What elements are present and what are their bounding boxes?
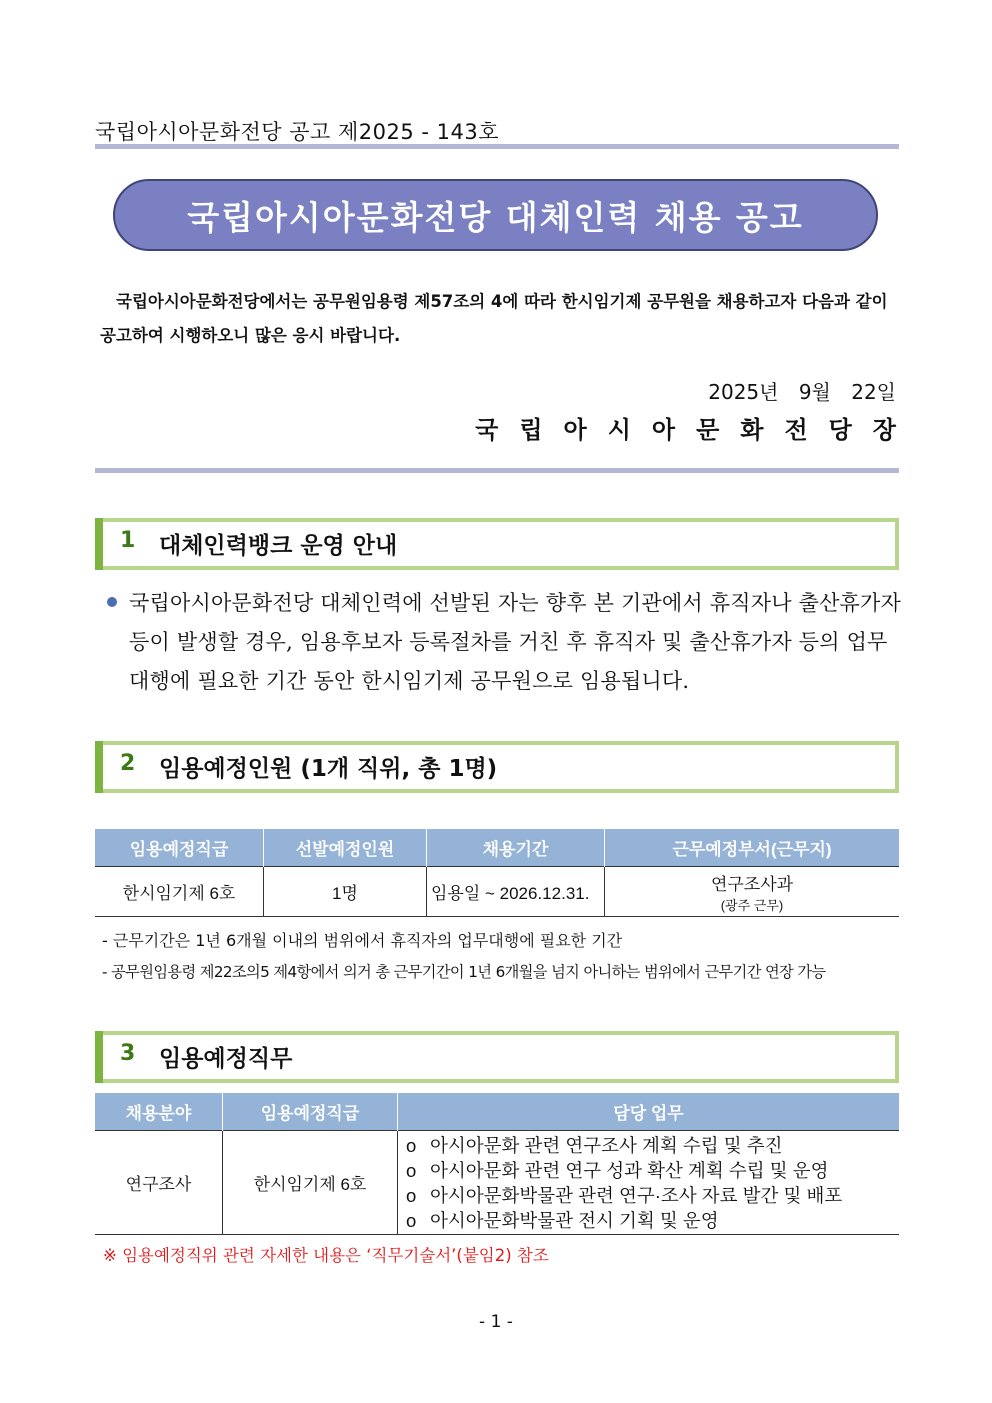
grade-cell: 한시임기제 6호 xyxy=(95,867,264,917)
duties-cell xyxy=(398,1131,900,1235)
section-number: 1 xyxy=(120,528,136,553)
table-header-row xyxy=(95,1093,899,1131)
section-1-bullet xyxy=(107,584,902,701)
dept-name: 연구조사과 xyxy=(710,874,794,894)
duty-item: o 아시아문화박물관 관련 연구·조사 자료 발간 및 배포 xyxy=(406,1184,843,1206)
section-title: 임용예정직무 xyxy=(159,1046,293,1072)
grade-cell: 한시임기제 6호 xyxy=(223,1131,398,1235)
table-row xyxy=(95,1131,899,1235)
dept-cell xyxy=(605,867,900,917)
circle-bullet-icon: o xyxy=(406,1159,417,1181)
period-cell: 임용일 ~ 2026.12.31. xyxy=(427,867,605,917)
field-cell: 연구조사 xyxy=(95,1131,223,1235)
duty-item: o 아시아문화 관련 연구조사 계획 수립 및 추진 xyxy=(406,1134,783,1156)
page-number: - 1 - xyxy=(479,1312,513,1332)
recruit-table xyxy=(95,829,899,917)
notice-number: 국립아시아문화전당 공고 제2025 - 143호 xyxy=(95,120,500,144)
duty-item: o 아시아문화 관련 연구 성과 확산 계획 수립 및 운영 xyxy=(406,1159,829,1181)
top-divider xyxy=(95,144,899,149)
section-3-header xyxy=(95,1031,899,1083)
section-2-header xyxy=(95,741,899,793)
section-1-header xyxy=(95,518,899,570)
dept-location: (광주 근무) xyxy=(720,897,784,913)
bullet-text: 국립아시아문화전당 대체인력에 선발된 자는 향후 본 기관에서 휴직자나 출산휴가자 등이 발생할 경우, 임용후보자 등록절차를 거친 후 휴직자 및 출산휴가자 등의 업무대행에 필요한 기간 동안 한시임기제 공무원으로 임용됩니다. xyxy=(129,591,902,693)
table-row xyxy=(95,867,899,917)
circle-bullet-icon: o xyxy=(406,1134,417,1156)
table-header: 근무예정부서(근무지) xyxy=(605,829,900,867)
table-header: 선발예정인원 xyxy=(264,829,427,867)
header-divider xyxy=(95,468,899,473)
duty-item: o 아시아문화박물관 전시 기획 및 운영 xyxy=(406,1209,719,1231)
section-title: 대체인력뱅크 운영 안내 xyxy=(159,533,398,559)
bullet-dot-icon xyxy=(107,597,117,607)
intro-paragraph: 국립아시아문화전당에서는 공무원임용령 제57조의 4에 따라 한시임기제 공무원을 채용하고자 다음과 같이 공고하여 시행하오니 많은 응시 바랍니다. xyxy=(100,292,888,345)
table-header: 임용예정직급 xyxy=(95,829,264,867)
count-cell: 1명 xyxy=(264,867,427,917)
page-title: 국립아시아문화전당 대체인력 채용 공고 xyxy=(113,179,878,251)
duty-table xyxy=(95,1093,899,1235)
note-line: - 근무기간은 1년 6개월 이내의 범위에서 휴직자의 업무대행에 필요한 기간 xyxy=(102,931,623,950)
table-header: 담당 업무 xyxy=(398,1093,900,1131)
section-accent-bar xyxy=(95,741,103,793)
reference-note: ※ 임용예정직위 관련 자세한 내용은 ‘직무기술서’(붙임2) 참조 xyxy=(103,1246,549,1265)
table-header: 임용예정직급 xyxy=(223,1093,398,1131)
section-accent-bar xyxy=(95,1031,103,1083)
announcement-date: 2025년 9월 22일 xyxy=(708,380,896,404)
circle-bullet-icon: o xyxy=(406,1184,417,1206)
table-header-row xyxy=(95,829,899,867)
table-header: 채용분야 xyxy=(95,1093,223,1131)
circle-bullet-icon: o xyxy=(406,1209,417,1231)
section-number: 2 xyxy=(120,751,136,776)
section-title: 임용예정인원 (1개 직위, 총 1명) xyxy=(159,756,498,782)
issuer-name: 국립아시아문화전당장 xyxy=(475,415,917,444)
section-accent-bar xyxy=(95,518,103,570)
note-line: - 공무원임용령 제22조의5 제4항에서 의거 총 근무기간이 1년 6개월을 넘지 아니하는 범위에서 근무기간 연장 가능 xyxy=(102,963,826,981)
section-number: 3 xyxy=(120,1041,136,1066)
table-header: 채용기간 xyxy=(427,829,605,867)
